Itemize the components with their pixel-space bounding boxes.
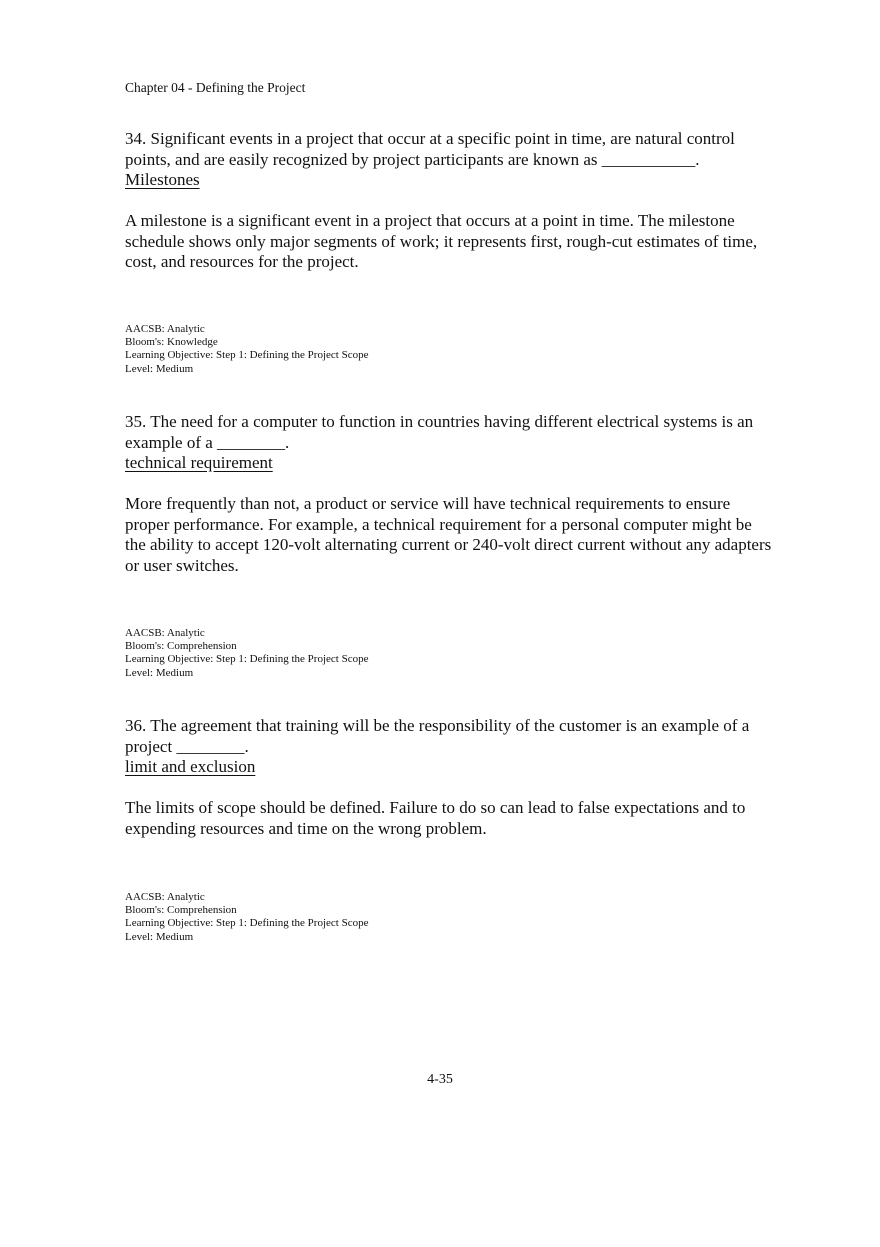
- level-tag: Level: Medium: [125, 362, 194, 375]
- explanation-35-block: [125, 494, 775, 576]
- question-prompt: 36. The agreement that training will be the responsibility of the customer is an example of a project ________.: [125, 716, 750, 756]
- question-metadata: [125, 323, 368, 376]
- answer-text: Milestones: [125, 170, 200, 189]
- blooms-tag: Bloom's: Comprehension: [125, 904, 237, 917]
- question-34: [125, 129, 775, 191]
- learning-objective-tag: Learning Objective: Step 1: Defining the Project Scope: [125, 653, 369, 666]
- question-36: [125, 716, 775, 778]
- learning-objective-tag: Learning Objective: Step 1: Defining the Project Scope: [125, 917, 369, 930]
- page-number: 4-35: [427, 1072, 453, 1087]
- answer-text: limit and exclusion: [125, 757, 256, 776]
- question-35: [125, 412, 775, 474]
- blooms-tag: Bloom's: Comprehension: [125, 640, 237, 653]
- aacsb-tag: AACSB: Analytic: [125, 323, 205, 335]
- explanation-34-block: [125, 211, 775, 273]
- question-prompt: 34. Significant events in a project that occur at a specific point in time, are natural control points, and are easily recognized by project participants are known as ___________.: [125, 129, 735, 169]
- answer-text: technical requirement: [125, 453, 273, 472]
- aacsb-tag: AACSB: Analytic: [125, 627, 205, 639]
- aacsb-tag: AACSB: Analytic: [125, 891, 205, 903]
- level-tag: Level: Medium: [125, 666, 194, 679]
- question-metadata: [125, 627, 368, 680]
- explanation-36-block: [125, 798, 775, 839]
- question-metadata: [125, 891, 368, 944]
- question-prompt: 35. The need for a computer to function in countries having different electrical systems is an example of a ________.: [125, 412, 754, 452]
- answer-explanation: A milestone is a significant event in a project that occurs at a point in time. The milestone schedule shows only major segments of work; it represents first, rough-cut estimates of time, cost, and resources for the project.: [125, 211, 758, 271]
- level-tag: Level: Medium: [125, 930, 194, 943]
- learning-objective-tag: Learning Objective: Step 1: Defining the Project Scope: [125, 349, 369, 362]
- answer-explanation: The limits of scope should be defined. Failure to do so can lead to false expectations and to expending resources and time on the wrong problem.: [125, 798, 746, 838]
- answer-explanation: More frequently than not, a product or service will have technical requirements to ensure proper performance. For example, a technical requirement for a personal computer might be the ability to accept 120-volt alternating current or 240-volt direct current without any adapters or user switches.: [125, 494, 772, 575]
- chapter-header: Chapter 04 - Defining the Project: [125, 80, 306, 95]
- blooms-tag: Bloom's: Knowledge: [125, 336, 218, 349]
